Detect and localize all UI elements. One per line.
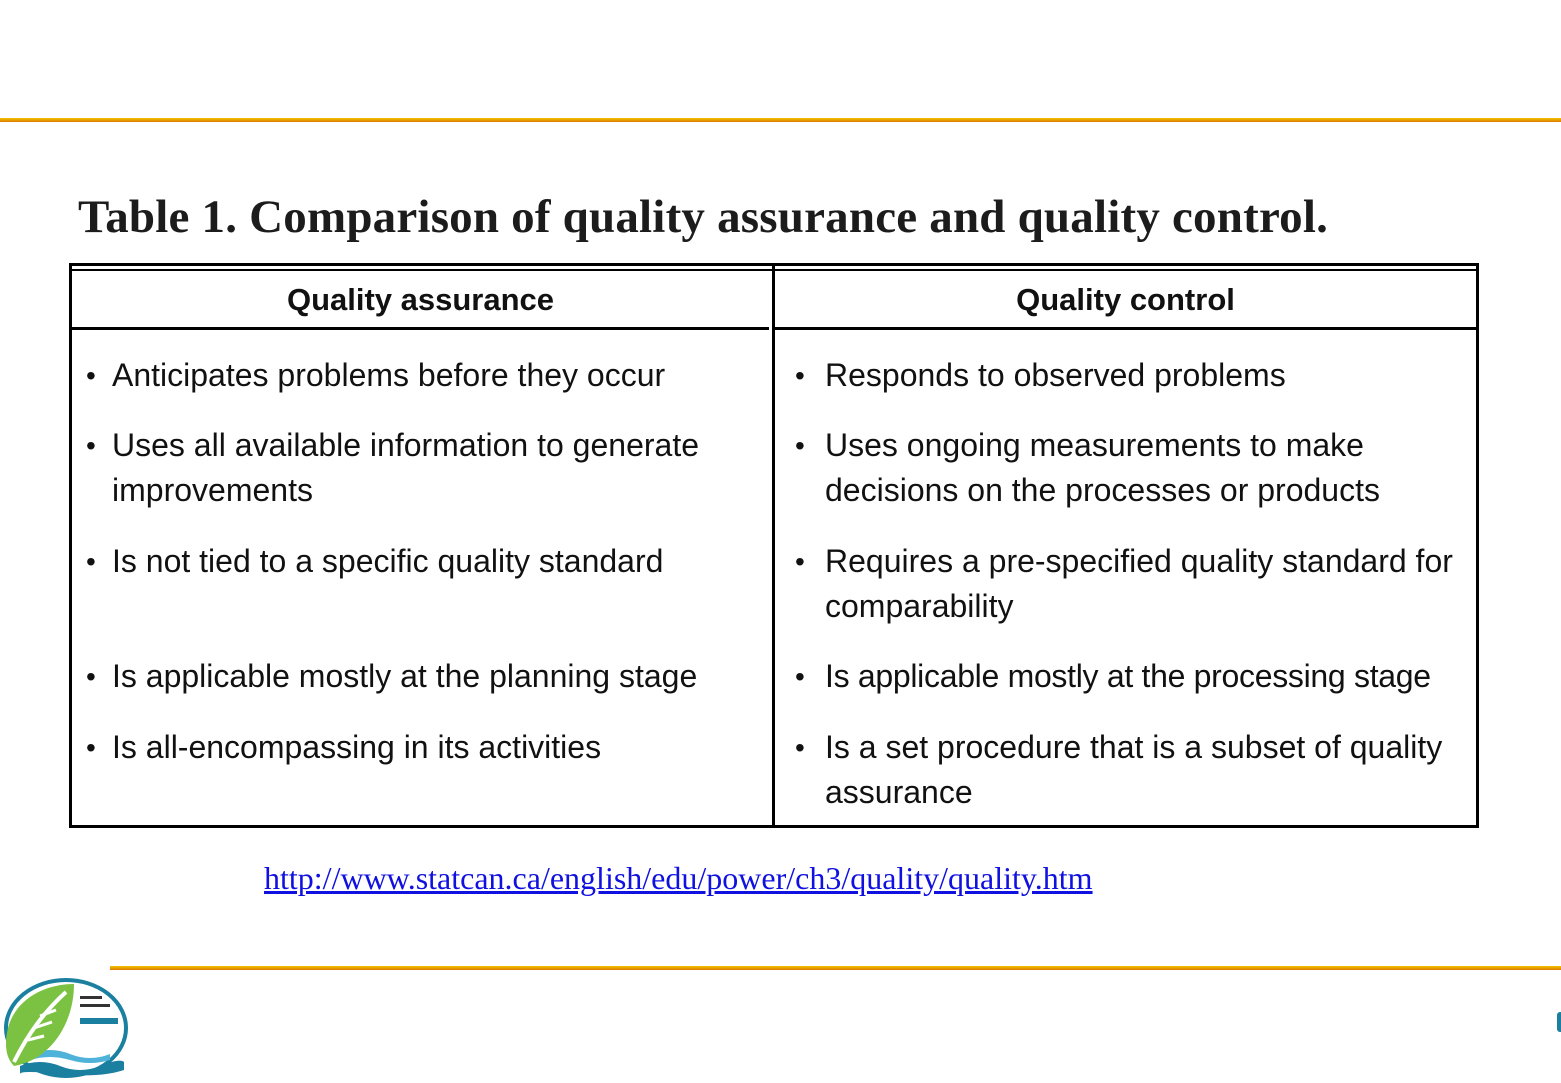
- list-item-text: Is applicable mostly at the processing stage: [825, 658, 1431, 694]
- list-item: [775, 353, 1476, 398]
- list-item: [775, 539, 1476, 629]
- list-item: [72, 725, 772, 770]
- list-item-text: Is all-encompassing in its activities: [112, 729, 602, 765]
- list-item: [72, 423, 772, 513]
- column-quality-control: [775, 266, 1476, 825]
- column-quality-assurance: [72, 266, 775, 825]
- list-item-text: Anticipates problems before they occur: [112, 357, 666, 393]
- bullet: •: [86, 360, 96, 391]
- table-title: Table 1. Comparison of quality assurance and quality control.: [78, 191, 1329, 243]
- list-item-text: Is a set procedure that is a subset of quality assurance: [825, 729, 1443, 810]
- footer-divider: [110, 966, 1561, 970]
- leaf-water-logo-icon: [0, 974, 128, 1078]
- edge-marker: [1557, 1012, 1561, 1032]
- list-item: [775, 654, 1476, 699]
- column-header-quality-assurance: Quality assurance: [72, 266, 769, 330]
- list-item: [72, 539, 772, 584]
- bullet: •: [795, 661, 805, 692]
- list-item-text: Is not tied to a specific quality standard: [112, 543, 664, 579]
- list-item-text: Responds to observed problems: [825, 357, 1286, 393]
- header-divider: [0, 118, 1561, 122]
- list-item: [72, 353, 772, 398]
- bullet: •: [86, 546, 96, 577]
- list-item: [775, 725, 1476, 815]
- comparison-table: [69, 263, 1479, 828]
- list-item: [72, 654, 772, 699]
- list-item: [775, 423, 1476, 513]
- bullet: •: [86, 661, 96, 692]
- bullet: •: [795, 546, 805, 577]
- list-item-text: Requires a pre-specified quality standard for comparability: [825, 543, 1453, 624]
- bullet: •: [795, 732, 805, 763]
- source-link[interactable]: http://www.statcan.ca/english/edu/power/ch3/quality/quality.htm: [264, 860, 1093, 896]
- list-item-text: Uses all available information to generate improvements: [112, 427, 699, 508]
- bullet: •: [86, 430, 96, 461]
- bullet: •: [795, 360, 805, 391]
- bullet: •: [86, 732, 96, 763]
- bullet: •: [795, 430, 805, 461]
- list-item-text: Uses ongoing measurements to make decisions on the processes or products: [825, 427, 1380, 508]
- column-header-quality-control: Quality control: [775, 266, 1476, 330]
- list-item-text: Is applicable mostly at the planning stage: [112, 658, 698, 694]
